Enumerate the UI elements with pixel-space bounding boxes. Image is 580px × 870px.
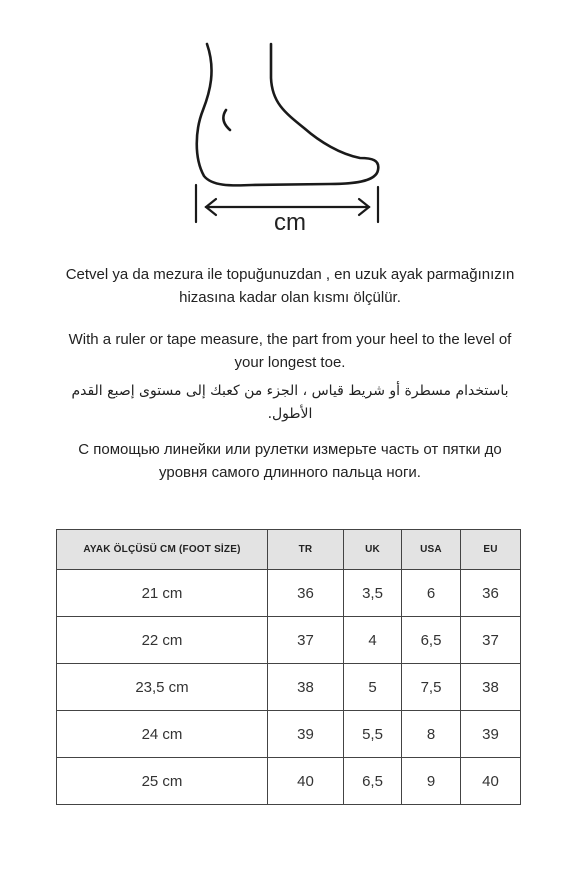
cell-eu: 38 [461,664,521,711]
header-tr: TR [268,530,344,570]
cell-foot-size: 24 cm [57,711,268,758]
table-row [57,617,521,664]
cell-tr: 40 [268,758,344,805]
cell-uk: 5,5 [344,711,402,758]
cell-eu: 40 [461,758,521,805]
cell-eu: 39 [461,711,521,758]
cell-eu: 37 [461,617,521,664]
cell-tr: 39 [268,711,344,758]
cell-usa: 9 [402,758,461,805]
cell-usa: 8 [402,711,461,758]
table-row [57,758,521,805]
cell-uk: 4 [344,617,402,664]
table-row [57,570,521,617]
cell-foot-size: 23,5 cm [57,664,268,711]
cell-uk: 6,5 [344,758,402,805]
instruction-russian: С помощью линейки или рулетки измерьте часть от пятки до уровня самого длинного пальца ноги. [78,441,502,481]
cell-foot-size: 21 cm [57,570,268,617]
cell-eu: 36 [461,570,521,617]
instruction-turkish: Cetvel ya da mezura ile topuğunuzdan , en uzuk ayak parmağınızın hizasına kadar olan kısmı ölçülür. [65,266,515,306]
cell-usa: 6 [402,570,461,617]
header-usa: USA [402,530,461,570]
cell-foot-size: 22 cm [57,617,268,664]
cell-uk: 3,5 [344,570,402,617]
table-row [57,664,521,711]
cell-tr: 36 [268,570,344,617]
size-chart-table [56,529,521,805]
cell-tr: 37 [268,617,344,664]
cell-tr: 38 [268,664,344,711]
cell-usa: 7,5 [402,664,461,711]
unit-label-cm: cm [274,209,306,236]
size-table-header-row [57,530,521,570]
header-foot-size: AYAK ÖLÇÜSÜ CM (FOOT SİZE) [57,530,268,570]
instruction-arabic: باستخدام مسطرة أو شريط قياس ، الجزء من كعبك إلى مستوى إصبع القدم الأطول. [71,383,509,422]
header-uk: UK [344,530,402,570]
header-eu: EU [461,530,521,570]
cell-uk: 5 [344,664,402,711]
cell-usa: 6,5 [402,617,461,664]
instruction-english: With a ruler or tape measure, the part from your heel to the level of your longest toe. [68,331,512,371]
cell-foot-size: 25 cm [57,758,268,805]
table-row [57,711,521,758]
